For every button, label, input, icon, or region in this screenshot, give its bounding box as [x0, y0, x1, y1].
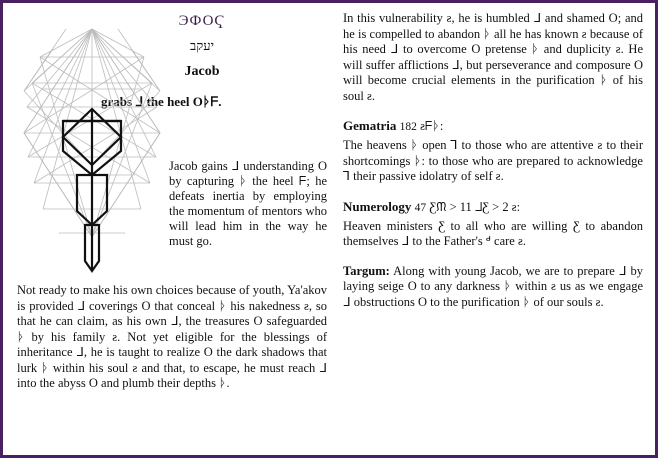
numerology-text: Heaven ministers Ƹ to all who are willing Ƹ to abandon themselves ᒧ to the Father's ᒄ care ƨ.	[343, 218, 643, 248]
targum-block	[343, 264, 643, 311]
numerology-heading	[343, 199, 643, 215]
gematria-value: 182	[399, 121, 417, 133]
targum-label: Targum:	[343, 263, 390, 278]
headword-glyphs: ЭФОҀ	[178, 13, 226, 29]
numerology-value: 47	[414, 201, 427, 214]
gematria-glyphs: ƨᖴᚦ:	[420, 119, 444, 133]
hebrew-word: יעקב	[190, 38, 214, 53]
gematria-block	[343, 118, 643, 185]
page-inner	[3, 3, 655, 455]
gematria-text: The heavens ᚦ open ⅂ to those who are attentive ƨ to their shortcomings ᚦ: to those who are prepared to acknowledge ⅂ their passive idolatry of self ƨ.	[343, 138, 643, 183]
name-jacob: Jacob	[184, 64, 220, 79]
targum-text: Along with young Jacob, we are to prepare ᒧ by laying seige O to any darkness ᚦ within ƨ us as we engage ᒧ obstructions O to the purification ᚦ of our souls ƨ.	[343, 263, 643, 309]
paragraph-vulnerability: In this vulnerability ƨ, he is humbled ᒧ and shamed O; and he is compelled to abandon ᚦ all he has known ƨ because of his need ᒧ to overcome O pretense ᚦ and duplicity ƨ. He will suffer afflictions ᒧ, but perseverance and composure O will become crucial elements in the purification ᚦ of his soul ƨ.	[343, 11, 643, 103]
gloss-line: grabs ᒧ the heel Oᚦᖴ.	[101, 94, 222, 109]
gematria-heading	[343, 118, 643, 134]
numerology-block	[343, 199, 643, 250]
left-column	[17, 11, 327, 447]
paragraph-inset: Jacob gains ᒧ understanding O by capturing ᚦ the heel ᖴ; he defeats inertia by employing the momentum of mentors who will lead him in the way he must go.	[169, 159, 327, 248]
numerology-label: Numerology	[343, 198, 412, 214]
gematria-label: Gematria	[343, 118, 397, 133]
lattice-diamond-cross-diagram	[19, 25, 165, 277]
numerology-glyphs: Ƹᙏ > 11 ᒧƸ > 2 ƨ:	[429, 199, 521, 214]
paragraph-bottom: Not ready to make his own choices because of youth, Ya'akov is provided ᒧ coverings O that conceal ᚦ his nakedness ƨ, so that he can claim, as his own ᒧ, the treasures O safeguarded ᚦ by his family ƨ. Not yet eligible for the blessings of inheritance ᒧ, he is taught to realize O the dark shadows that lurk ᚦ within his soul ƨ and that, to escape, he must reach ᒧ into the abyss O and plumb their depths ᚦ.	[17, 283, 327, 390]
right-column	[343, 11, 643, 447]
targum-paragraph	[343, 264, 643, 311]
